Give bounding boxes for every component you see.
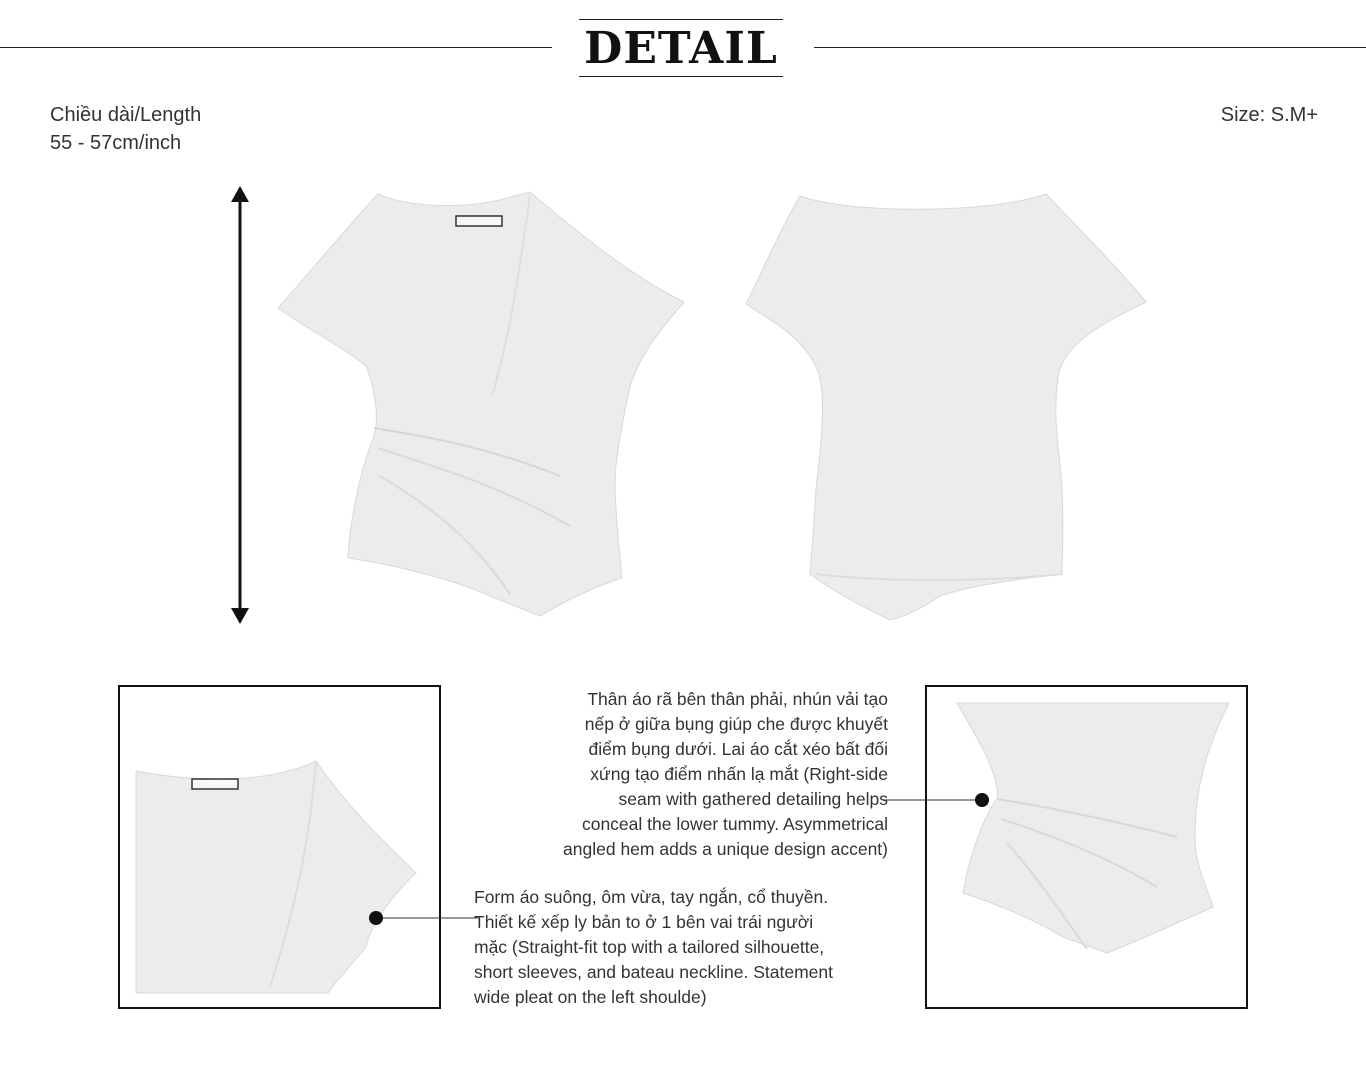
- length-value: 55 - 57cm/inch: [50, 132, 182, 154]
- leader-line-left: [366, 908, 478, 928]
- header-rule-left: [0, 47, 552, 48]
- detail-box-right-seam: [925, 685, 1248, 1009]
- callout-line: Form áo suông, ôm vừa, tay ngắn, cổ thuyền.: [474, 887, 829, 907]
- page-title: DETAIL: [584, 22, 778, 74]
- leader-line-right: [884, 790, 992, 810]
- callout-line: mặc (Straight-fit top with a tailored silhouette,: [474, 937, 825, 957]
- header-rule-right: [814, 47, 1366, 48]
- callout-line: wide pleat on the left shoulde): [474, 987, 707, 1007]
- shirt-back-image: [740, 190, 1152, 622]
- callout-line: Thiết kế xếp ly bản to ở 1 bên vai trái người: [474, 912, 814, 932]
- shoulder-closeup-image: [120, 687, 439, 1007]
- length-label: Chiều dài/Length: [50, 104, 202, 126]
- page-title-frame: [579, 19, 783, 77]
- detail-box-left-shoulder: [118, 685, 441, 1009]
- callout-line: short sleeves, and bateau neckline. Statement: [474, 962, 833, 982]
- callout-line: seam with gathered detailing helps: [618, 789, 888, 809]
- callout-left-shoulder: [474, 885, 833, 1010]
- callout-line: nếp ở giữa bụng giúp che được khuyết: [584, 714, 888, 734]
- callout-line: Thân áo rã bên thân phải, nhún vải tạo: [587, 689, 888, 709]
- callout-line: điểm bụng dưới. Lai áo cắt xéo bất đối: [588, 739, 888, 759]
- shirt-front-image: [270, 186, 690, 622]
- callout-line: xứng tạo điểm nhấn lạ mắt (Right-side: [590, 764, 888, 784]
- callout-right-side-seam: [563, 687, 888, 862]
- callout-line: conceal the lower tummy. Asymmetrical: [581, 814, 888, 834]
- size-label: Size: S.M+: [1220, 104, 1318, 126]
- callout-line: angled hem adds a unique design accent): [563, 839, 888, 859]
- seam-closeup-image: [927, 687, 1246, 1007]
- double-arrow-vertical-icon: [226, 186, 254, 624]
